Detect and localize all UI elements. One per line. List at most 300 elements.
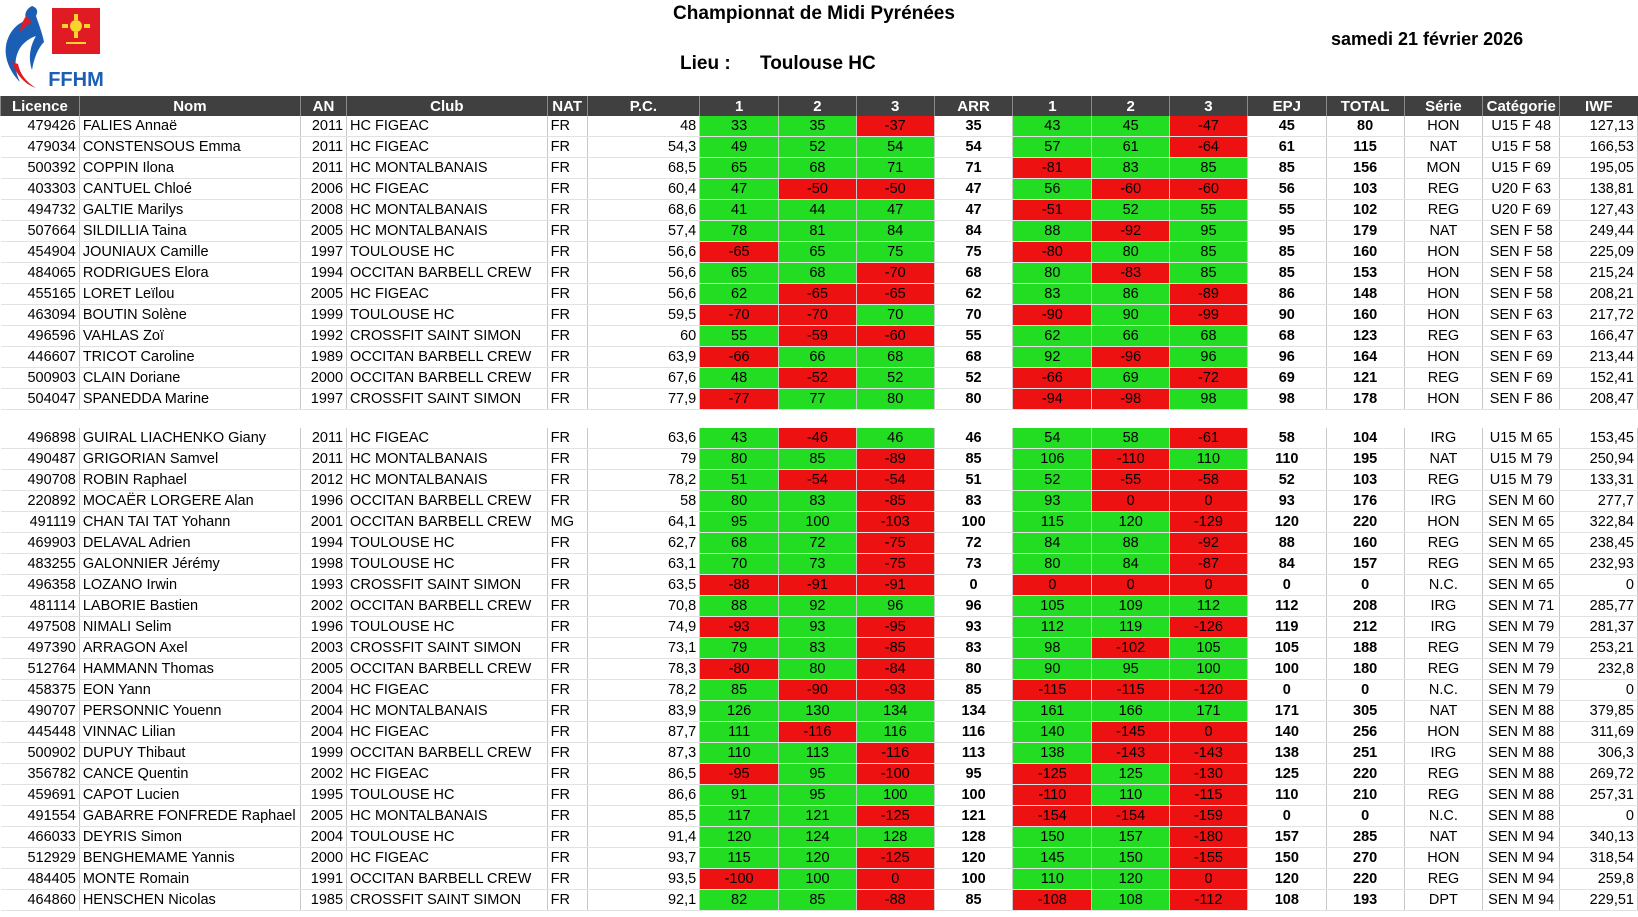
cell-total: 0 [1326,575,1404,596]
cell-arr: 134 [934,701,1013,722]
cell-licence: 507664 [1,221,80,242]
cell-an: 1991 [300,869,346,890]
cell-arr: 73 [934,554,1013,575]
cell-pc: 93,7 [587,848,700,869]
cell-cj-1: 54 [1013,428,1092,449]
cell-licence: 504047 [1,389,80,410]
cell-cj-2: 83 [1092,158,1170,179]
col-header-nat: NAT [547,96,587,116]
cell-cj-3: 110 [1170,449,1248,470]
cell-snatch-1: 70 [700,554,779,575]
cell-nat: FR [547,347,587,368]
cell-snatch-1: -93 [700,617,779,638]
cell-nat: FR [547,449,587,470]
cell-nom: LOZANO Irwin [79,575,300,596]
cell-arr: 96 [934,596,1013,617]
cell-nat: FR [547,137,587,158]
cell-serie: REG [1404,533,1483,554]
cell-iwf: 285,77 [1560,596,1638,617]
cell-nat: FR [547,827,587,848]
cell-cj-2: 109 [1092,596,1170,617]
cell-categorie: SEN F 69 [1483,368,1560,389]
col-header-arr: ARR [934,96,1013,116]
cell-categorie: SEN M 65 [1483,533,1560,554]
cell-snatch-1: 78 [700,221,779,242]
cell-cj-1: 83 [1013,284,1092,305]
cell-snatch-1: 47 [700,179,779,200]
cell-an: 1994 [300,263,346,284]
cell-licence: 490707 [1,701,80,722]
cell-total: 179 [1326,221,1404,242]
cell-nom: VAHLAS Zoï [79,326,300,347]
cell-iwf: 153,45 [1560,428,1638,449]
cell-cj-2: 84 [1092,554,1170,575]
cell-snatch-1: -100 [700,869,779,890]
cell-cj-2: -96 [1092,347,1170,368]
cell-snatch-2: -65 [779,284,857,305]
cell-licence: 455165 [1,284,80,305]
cell-snatch-2: 95 [779,764,857,785]
cell-snatch-1: -77 [700,389,779,410]
cell-cj-3: 68 [1170,326,1248,347]
cell-an: 1989 [300,347,346,368]
cell-pc: 62,7 [587,533,700,554]
cell-epj: 95 [1247,221,1326,242]
cell-nat: FR [547,179,587,200]
cell-club: OCCITAN BARBELL CREW [347,659,548,680]
cell-cj-3: 100 [1170,659,1248,680]
cell-nat: FR [547,221,587,242]
cell-an: 2004 [300,722,346,743]
cell-cj-1: 52 [1013,470,1092,491]
cell-epj: 90 [1247,305,1326,326]
cell-iwf: 232,93 [1560,554,1638,575]
cell-licence: 446607 [1,347,80,368]
cell-pc: 85,5 [587,806,700,827]
table-row [1,575,1638,596]
cell-snatch-3: 71 [856,158,934,179]
cell-total: 220 [1326,512,1404,533]
cell-nom: CONSTENSOUS Emma [79,137,300,158]
col-header-serie: Série [1404,96,1483,116]
cell-cj-1: 62 [1013,326,1092,347]
cell-club: TOULOUSE HC [347,242,548,263]
cell-serie: REG [1404,554,1483,575]
cell-pc: 54,3 [587,137,700,158]
cell-total: 103 [1326,470,1404,491]
cell-club: HC MONTALBANAIS [347,806,548,827]
cell-epj: 93 [1247,491,1326,512]
cell-snatch-3: 96 [856,596,934,617]
cell-nom: FALIES Annaë [79,116,300,137]
cell-arr: 121 [934,806,1013,827]
cell-nom: CLAIN Doriane [79,368,300,389]
cell-epj: 138 [1247,743,1326,764]
cell-snatch-1: 126 [700,701,779,722]
cell-pc: 68,5 [587,158,700,179]
cell-snatch-1: 49 [700,137,779,158]
cell-cj-2: 108 [1092,890,1170,911]
cell-cj-2: 66 [1092,326,1170,347]
cell-arr: 35 [934,116,1013,137]
cell-epj: 52 [1247,470,1326,491]
cell-cj-3: -64 [1170,137,1248,158]
cell-pc: 60 [587,326,700,347]
cell-club: HC FIGEAC [347,680,548,701]
cell-epj: 56 [1247,179,1326,200]
cell-snatch-2: 72 [779,533,857,554]
cell-club: HC MONTALBANAIS [347,470,548,491]
cell-snatch-1: -65 [700,242,779,263]
table-row [1,722,1638,743]
table-row [1,533,1638,554]
cell-serie: HON [1404,263,1483,284]
cell-epj: 96 [1247,347,1326,368]
cell-categorie: SEN F 58 [1483,221,1560,242]
table-row [1,179,1638,200]
cell-nat: FR [547,722,587,743]
cell-snatch-1: 48 [700,368,779,389]
cell-snatch-1: 111 [700,722,779,743]
cell-licence: 496358 [1,575,80,596]
cell-snatch-1: 80 [700,449,779,470]
cell-arr: 83 [934,491,1013,512]
cell-nat: FR [547,890,587,911]
cell-cj-3: 0 [1170,869,1248,890]
table-row [1,785,1638,806]
cell-snatch-2: 120 [779,848,857,869]
cell-categorie: SEN M 79 [1483,617,1560,638]
cell-club: HC FIGEAC [347,137,548,158]
cell-snatch-3: 68 [856,347,934,368]
cell-iwf: 208,47 [1560,389,1638,410]
cell-snatch-3: -89 [856,449,934,470]
cell-serie: REG [1404,470,1483,491]
cell-iwf: 229,51 [1560,890,1638,911]
cell-epj: 85 [1247,242,1326,263]
cell-cj-2: 125 [1092,764,1170,785]
cell-snatch-1: -95 [700,764,779,785]
cell-epj: 100 [1247,659,1326,680]
cell-an: 2011 [300,116,346,137]
cell-an: 2003 [300,638,346,659]
cell-cj-1: 93 [1013,491,1092,512]
cell-snatch-2: 113 [779,743,857,764]
cell-categorie: SEN M 65 [1483,554,1560,575]
cell-total: 160 [1326,242,1404,263]
cell-iwf: 340,13 [1560,827,1638,848]
cell-nom: HAMMANN Thomas [79,659,300,680]
cell-snatch-3: -100 [856,764,934,785]
cell-total: 193 [1326,890,1404,911]
cell-cj-1: 138 [1013,743,1092,764]
cell-pc: 78,3 [587,659,700,680]
cell-club: HC FIGEAC [347,179,548,200]
cell-snatch-2: -52 [779,368,857,389]
cell-pc: 73,1 [587,638,700,659]
cell-pc: 60,4 [587,179,700,200]
cell-club: TOULOUSE HC [347,827,548,848]
cell-cj-2: -154 [1092,806,1170,827]
table-row [1,869,1638,890]
cell-snatch-3: -84 [856,659,934,680]
cell-pc: 86,6 [587,785,700,806]
page-title [0,3,1638,25]
col-header-cj-3: 3 [1170,96,1248,116]
cell-cj-2: 95 [1092,659,1170,680]
cell-club: TOULOUSE HC [347,305,548,326]
cell-nom: GALTIE Marilys [79,200,300,221]
cell-cj-2: 120 [1092,512,1170,533]
table-row [1,389,1638,410]
cell-iwf: 166,53 [1560,137,1638,158]
cell-epj: 45 [1247,116,1326,137]
table-row [1,470,1638,491]
col-header-cj-1: 1 [1013,96,1092,116]
cell-cj-3: 85 [1170,263,1248,284]
cell-snatch-2: 130 [779,701,857,722]
cell-arr: 83 [934,638,1013,659]
cell-serie: IRG [1404,617,1483,638]
cell-serie: HON [1404,848,1483,869]
location [680,53,876,75]
cell-pc: 78,2 [587,470,700,491]
table-row [1,284,1638,305]
cell-iwf: 0 [1560,806,1638,827]
cell-serie: REG [1404,368,1483,389]
cell-nom: VINNAC Lilian [79,722,300,743]
cell-cj-3: -129 [1170,512,1248,533]
cell-total: 210 [1326,785,1404,806]
cell-cj-3: -72 [1170,368,1248,389]
cell-epj: 55 [1247,200,1326,221]
cell-epj: 110 [1247,785,1326,806]
cell-total: 208 [1326,596,1404,617]
cell-cj-3: 0 [1170,575,1248,596]
cell-snatch-2: 92 [779,596,857,617]
cell-nom: DELAVAL Adrien [79,533,300,554]
cell-an: 2012 [300,470,346,491]
cell-pc: 93,5 [587,869,700,890]
cell-snatch-3: 116 [856,722,934,743]
col-header-iwf: IWF [1560,96,1638,116]
cell-snatch-1: 62 [700,284,779,305]
cell-nat: FR [547,158,587,179]
cell-epj: 125 [1247,764,1326,785]
cell-snatch-1: -66 [700,347,779,368]
cell-club: HC MONTALBANAIS [347,200,548,221]
cell-iwf: 208,21 [1560,284,1638,305]
cell-iwf: 277,7 [1560,491,1638,512]
cell-cj-3: 105 [1170,638,1248,659]
cell-categorie: U20 F 63 [1483,179,1560,200]
cell-total: 121 [1326,368,1404,389]
cell-categorie: U20 F 69 [1483,200,1560,221]
cell-cj-3: 0 [1170,491,1248,512]
cell-cj-2: 110 [1092,785,1170,806]
cell-an: 1996 [300,617,346,638]
cell-total: 115 [1326,137,1404,158]
cell-licence: 459691 [1,785,80,806]
cell-snatch-1: 79 [700,638,779,659]
table-row [1,449,1638,470]
cell-cj-2: -98 [1092,389,1170,410]
cell-arr: 85 [934,680,1013,701]
results-table [0,96,1638,911]
cell-cj-2: -92 [1092,221,1170,242]
cell-epj: 69 [1247,368,1326,389]
cell-snatch-3: 134 [856,701,934,722]
cell-an: 1997 [300,242,346,263]
group-separator [1,410,1638,429]
cell-nom: CAPOT Lucien [79,785,300,806]
cell-cj-3: -58 [1170,470,1248,491]
cell-snatch-3: -65 [856,284,934,305]
cell-total: 102 [1326,200,1404,221]
cell-categorie: SEN F 69 [1483,347,1560,368]
cell-pc: 67,6 [587,368,700,389]
table-row [1,242,1638,263]
cell-snatch-1: 115 [700,848,779,869]
cell-cj-2: -60 [1092,179,1170,200]
cell-club: HC FIGEAC [347,116,548,137]
cell-snatch-1: 55 [700,326,779,347]
cell-categorie: U15 M 79 [1483,449,1560,470]
cell-total: 270 [1326,848,1404,869]
table-row [1,428,1638,449]
cell-epj: 58 [1247,428,1326,449]
table-row [1,680,1638,701]
cell-nat: FR [547,743,587,764]
cell-licence: 494732 [1,200,80,221]
cell-pc: 63,1 [587,554,700,575]
cell-nat: FR [547,764,587,785]
cell-cj-2: -110 [1092,449,1170,470]
col-header-categorie: Catégorie [1483,96,1560,116]
cell-cj-3: -92 [1170,533,1248,554]
cell-cj-2: -55 [1092,470,1170,491]
cell-snatch-1: 33 [700,116,779,137]
cell-nat: FR [547,368,587,389]
cell-cj-2: 0 [1092,491,1170,512]
cell-iwf: 127,43 [1560,200,1638,221]
cell-categorie: U15 M 79 [1483,470,1560,491]
cell-nom: GALONNIER Jérémy [79,554,300,575]
cell-pc: 68,6 [587,200,700,221]
cell-iwf: 217,72 [1560,305,1638,326]
table-row [1,743,1638,764]
cell-categorie: SEN F 63 [1483,326,1560,347]
cell-arr: 70 [934,305,1013,326]
cell-serie: REG [1404,638,1483,659]
cell-snatch-3: -54 [856,470,934,491]
table-row [1,890,1638,911]
cell-total: 251 [1326,743,1404,764]
cell-total: 220 [1326,869,1404,890]
col-header-epj: EPJ [1247,96,1326,116]
cell-serie: IRG [1404,428,1483,449]
cell-licence: 491554 [1,806,80,827]
cell-cj-2: 166 [1092,701,1170,722]
logo-text: FFHM [48,69,104,91]
cell-cj-2: -102 [1092,638,1170,659]
cell-nom: ARRAGON Axel [79,638,300,659]
cell-epj: 110 [1247,449,1326,470]
cell-snatch-1: 43 [700,428,779,449]
cell-serie: REG [1404,785,1483,806]
cell-categorie: SEN M 94 [1483,848,1560,869]
cell-licence: 496596 [1,326,80,347]
cell-an: 2005 [300,806,346,827]
cell-nom: BENGHEMAME Yannis [79,848,300,869]
cell-nom: NIMALI Selim [79,617,300,638]
cell-pc: 92,1 [587,890,700,911]
cell-cj-2: 150 [1092,848,1170,869]
cell-serie: REG [1404,764,1483,785]
cell-iwf: 259,8 [1560,869,1638,890]
cell-total: 180 [1326,659,1404,680]
cell-nat: FR [547,305,587,326]
cell-licence: 469903 [1,533,80,554]
cell-total: 103 [1326,179,1404,200]
cell-snatch-2: -90 [779,680,857,701]
cell-arr: 80 [934,389,1013,410]
cell-epj: 119 [1247,617,1326,638]
cell-club: CROSSFIT SAINT SIMON [347,326,548,347]
cell-cj-3: -155 [1170,848,1248,869]
cell-cj-2: 90 [1092,305,1170,326]
col-header-snatch-1: 1 [700,96,779,116]
table-row [1,368,1638,389]
cell-epj: 112 [1247,596,1326,617]
table-body [1,116,1638,911]
table-row [1,554,1638,575]
cell-serie: REG [1404,869,1483,890]
cell-snatch-2: 85 [779,890,857,911]
cell-serie: IRG [1404,491,1483,512]
cell-iwf: 215,24 [1560,263,1638,284]
cell-snatch-2: 83 [779,638,857,659]
cell-categorie: SEN M 79 [1483,638,1560,659]
cell-pc: 91,4 [587,827,700,848]
cell-licence: 445448 [1,722,80,743]
cell-total: 123 [1326,326,1404,347]
cell-snatch-2: 85 [779,449,857,470]
cell-cj-2: 80 [1092,242,1170,263]
cell-snatch-2: -59 [779,326,857,347]
cell-total: 153 [1326,263,1404,284]
cell-categorie: SEN M 79 [1483,680,1560,701]
cell-epj: 108 [1247,890,1326,911]
cell-arr: 55 [934,326,1013,347]
cell-cj-1: -154 [1013,806,1092,827]
cell-arr: 0 [934,575,1013,596]
cell-club: CROSSFIT SAINT SIMON [347,638,548,659]
cell-iwf: 318,54 [1560,848,1638,869]
cell-nat: FR [547,701,587,722]
cell-epj: 68 [1247,326,1326,347]
cell-pc: 77,9 [587,389,700,410]
cell-cj-1: 80 [1013,554,1092,575]
cell-categorie: SEN M 88 [1483,785,1560,806]
cell-licence: 497390 [1,638,80,659]
cell-epj: 0 [1247,575,1326,596]
cell-club: HC FIGEAC [347,284,548,305]
cell-club: HC MONTALBANAIS [347,449,548,470]
cell-snatch-2: -50 [779,179,857,200]
cell-iwf: 138,81 [1560,179,1638,200]
cell-iwf: 0 [1560,680,1638,701]
